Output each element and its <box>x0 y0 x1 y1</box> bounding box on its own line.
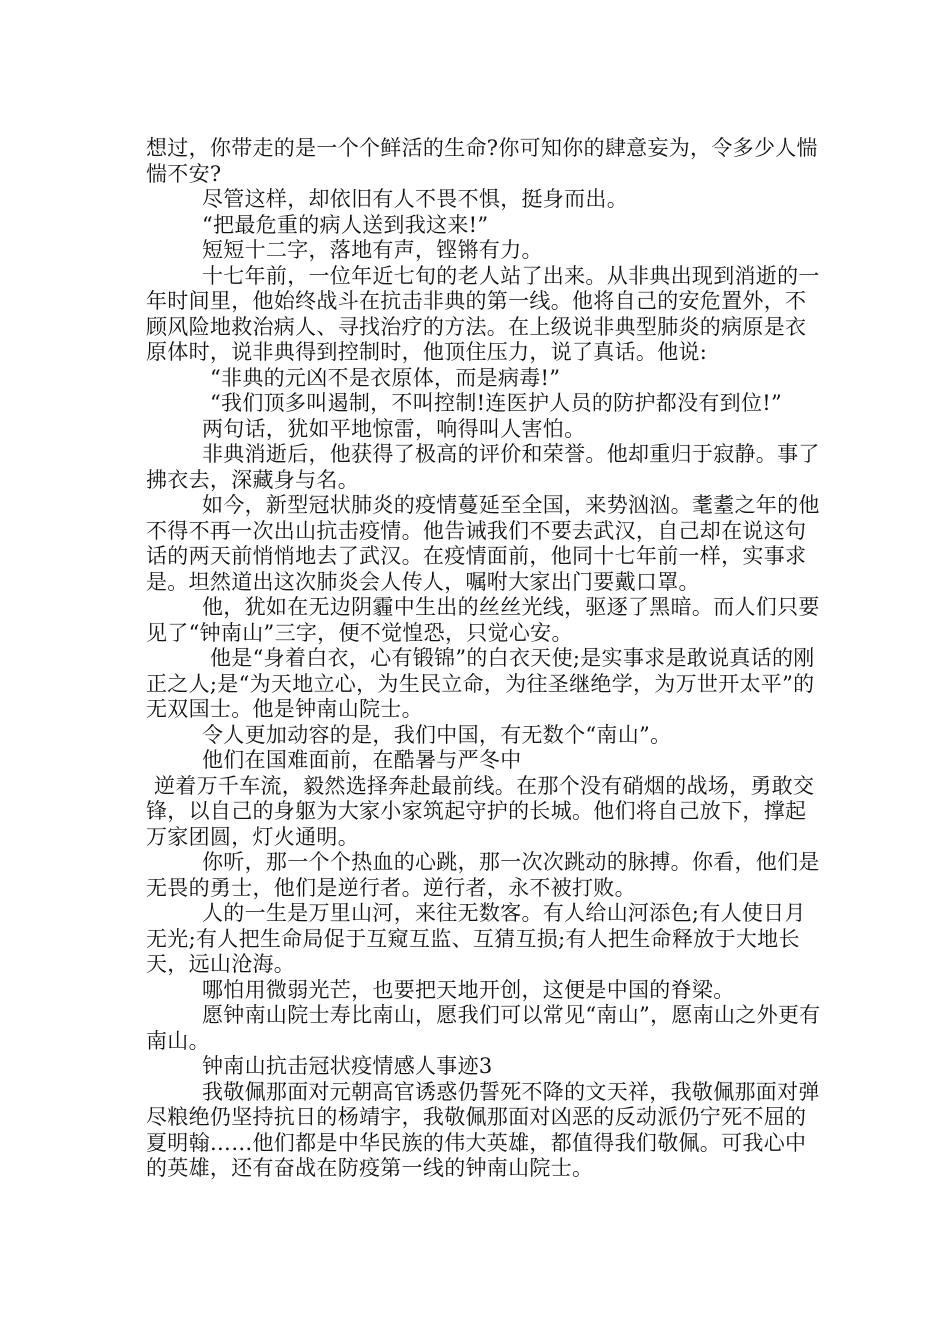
paragraph: 他，犹如在无边阴霾中生出的丝丝光线，驱逐了黑暗。而人们只要见了“钟南山”三字，便不觉惶恐，只觉心安。 <box>146 595 820 645</box>
paragraph: 两句话，犹如平地惊雷，响得叫人害怕。 <box>202 416 586 441</box>
section-heading: 钟南山抗击冠状疫情感人事迹3 <box>202 1054 493 1078</box>
paragraph: 短短十二字，落地有声，铿锵有力。 <box>202 238 543 262</box>
paragraph-quote: “我们顶多叫遏制，不叫控制!连医护人员的防护都没有到位!” <box>210 391 783 415</box>
paragraph: 十七年前，一位年近七旬的老人站了出来。从非典出现到消逝的一年时间里，他始终战斗在抗击非典的第一线。他将自己的安危置外，不顾风险地救治病人、寻找治疗的方法。在上级说非典型肺炎的病原是衣原体时，说非典得到控制时，他顶住压力，说了真话。他说: <box>146 263 820 364</box>
paragraph: “把最危重的病人送到我这来!” <box>202 212 489 237</box>
paragraph: 如今，新型冠状肺炎的疫情蔓延至全国，来势汹汹。耄耋之年的他不得不再一次出山抗击疫情。他告诫我们不要去武汉，自己却在说这句话的两天前悄悄地去了武汉。在疫情面前，他同十七年前一样，实事求是。坦然道出这次肺炎会人传人，嘱咐大家出门要戴口罩。 <box>146 493 820 594</box>
paragraph: 想过，你带走的是一个个鲜活的生命?你可知你的肆意妄为，令多少人惴惴不安? <box>146 136 818 186</box>
paragraph: 人的一生是万里山河，来往无数客。有人给山河添色;有人使日月无光;有人把生命局促于互窥互监、互猜互损;有人把生命释放于大地长天，远山沧海。 <box>146 901 806 976</box>
paragraph: 他们在国难面前，在酷暑与严冬中 <box>202 748 522 772</box>
paragraph: 尽管这样，却依旧有人不畏不惧，挺身而出。 <box>202 187 628 211</box>
paragraph: 你听，那一个个热血的心跳，那一次次跳动的脉搏。你看，他们是无畏的勇士，他们是逆行者。逆行者，永不被打败。 <box>146 850 820 900</box>
paragraph: 逆着万千车流，毅然选择奔赴最前线。在那个没有硝烟的战场，勇敢交锋，以自己的身躯为大家小家筑起守护的长城。他们将自己放下，撑起万家团圆，灯火通明。 <box>146 773 815 849</box>
paragraph: 非典消逝后，他获得了极高的评价和荣誉。他却重归于寂静。事了拂衣去，深藏身与名。 <box>146 442 820 492</box>
document-page <box>146 136 826 1182</box>
paragraph: 令人更加动容的是，我们中国，有无数个“南山”。 <box>202 722 672 747</box>
paragraph: 他是“身着白衣，心有锻锦”的白衣天使;是实事求是敢说真话的刚正之人;是“为天地立心，为生民立命，为往圣继绝学，为万世开太平”的无双国士。他是钟南山院士。 <box>146 646 815 721</box>
paragraph: 我敬佩那面对元朝高官诱惑仍誓死不降的文天祥，我敬佩那面对弹尽粮绝仍坚持抗日的杨靖宇，我敬佩那面对凶恶的反动派仍宁死不屈的夏明翰……他们都是中华民族的伟大英雄，都值得我们敬佩。可我心中的英雄，还有奋战在防疫第一线的钟南山院士。 <box>146 1079 820 1180</box>
paragraph: 愿钟南山院士寿比南山，愿我们可以常见“南山”，愿南山之外更有南山。 <box>146 1003 821 1053</box>
paragraph-quote: “非典的元凶不是衣原体，而是病毒!” <box>210 365 561 390</box>
paragraph: 哪怕用微弱光芒，也要把天地开创，这便是中国的脊梁。 <box>202 977 735 1002</box>
